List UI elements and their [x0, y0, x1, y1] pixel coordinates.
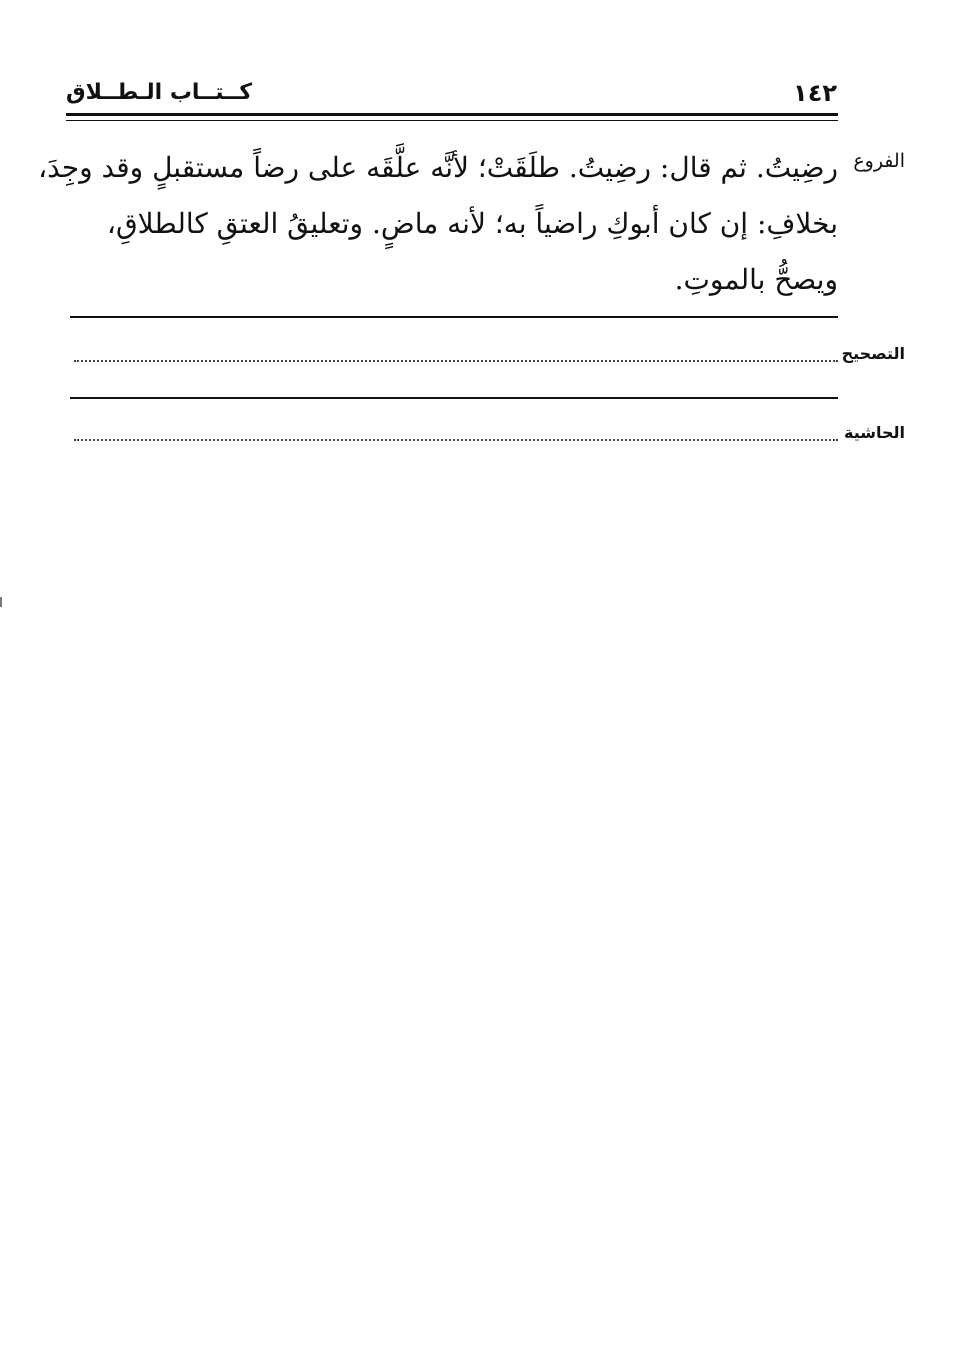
- section-label-furu: الفروع: [853, 150, 905, 172]
- text-line-2: بخلافِ: إن كان أبوكِ راضياً به؛ لأنه ماضٍ. وتعليقُ العتقِ كالطلاقِ،: [106, 207, 838, 240]
- correction-label: التصحيح: [841, 344, 905, 363]
- text-line-1: رضِيتُ. ثم قال: رضِيتُ. طلَقَتْ؛ لأنَّه علَّقَه على رضاً مستقبلٍ وقد وجِدَ،: [38, 151, 838, 184]
- text-line-3: ويصحُّ بالموتِ.: [674, 263, 838, 296]
- scan-edge-mark: [0, 597, 2, 607]
- main-text-block: [38, 140, 838, 308]
- correction-dotted-line: [74, 360, 838, 362]
- header-rule: [66, 113, 838, 116]
- page-number: ١٤٢: [793, 79, 837, 107]
- separator-line-2: [70, 397, 838, 399]
- header-rule-thin: [66, 120, 838, 121]
- book-title: كــتــاب الـطــلاق: [66, 80, 253, 105]
- separator-line: [70, 316, 838, 318]
- annotation-label: الحاشية: [844, 423, 905, 442]
- annotation-dotted-line: [74, 439, 838, 441]
